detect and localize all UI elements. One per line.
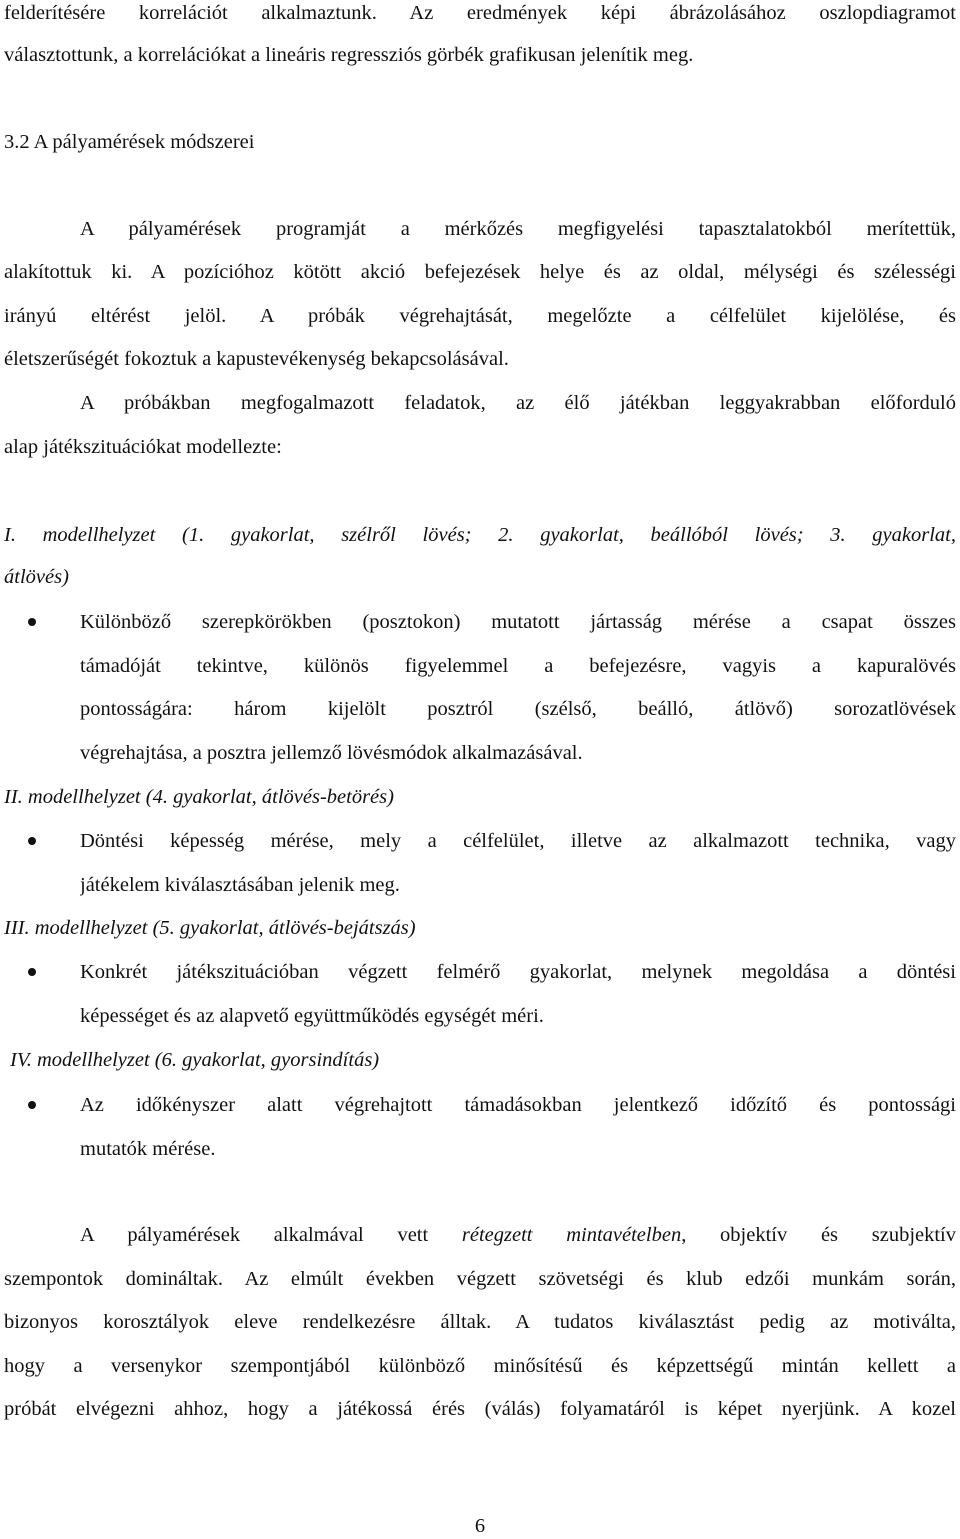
para3-line-1-emphasis: rétegzett mintavételben [461,1224,682,1246]
model3-heading: III. modellhelyzet (5. gyakorlat, átlövés-bejátszás) [4,917,416,939]
para3-line-3: bizonyos korosztályok eleve rendelkezésre álltak. A tudatos kiválasztást pedig az motiválta, [4,1311,956,1333]
para3-line-4: hogy a versenykor szempontjából különböző minősítésű és képzettségű mintán kellett a [4,1355,956,1377]
model2-bullet-line-1: Döntési képesség mérése, mely a célfelület, illetve az alkalmazott technika, vagy [80,830,956,852]
para2-line-1: A próbákban megfogalmazott feladatok, az élő játékban leggyakrabban előforduló [80,392,956,414]
model4-heading: IV. modellhelyzet (6. gyakorlat, gyorsindítás) [10,1049,380,1071]
para1-line-4: életszerűségét fokoztuk a kapustevékenység bekapcsolásával. [4,348,509,370]
para3-line-2: szempontok domináltak. Az elmúlt években végzett szövetségi és klub edzői munkám során, [4,1268,956,1290]
bullet-dot-icon [28,1101,36,1109]
model4-bullet-line-1: Az időkényszer alatt végrehajtott támadásokban jelentkező időzítő és pontossági [80,1094,956,1116]
para1-line-3: irányú eltérést jelöl. A próbák végrehajtását, megelőzte a célfelület kijelölése, és [4,305,956,327]
model1-heading-line-2: átlövés) [4,566,69,588]
model1-bullet-line-3: pontosságára: három kijelölt posztról (szélső, beálló, átlövő) sorozatlövések [80,698,956,720]
intro-line-1: felderítésére korrelációt alkalmaztunk. Az eredmények képi ábrázolásához oszlopdiagramot [4,2,956,24]
para1-line-2: alakítottuk ki. A pozícióhoz kötött akció befejezések helye és az oldal, mélységi és szélességi [4,261,956,283]
model2-bullet-line-2: játékelem kiválasztásában jelenik meg. [80,874,400,896]
page-number: 6 [474,1515,486,1537]
bullet-dot-icon [28,968,36,976]
model1-heading-line-1: I. modellhelyzet (1. gyakorlat, szélről lövés; 2. gyakorlat, beállóból lövés; 3. gyakorlat, [4,524,956,546]
para3-line-1 [80,1222,956,1248]
model1-bullet-line-1: Különböző szerepkörökben (posztokon) mutatott jártasság mérése a csapat összes [80,611,956,633]
model4-bullet-line-2: mutatók mérése. [80,1138,216,1160]
para2-line-2: alap játékszituációkat modellezte: [4,436,282,458]
para3-line-1-part-c: , objektív és szubjektív [681,1224,956,1246]
bullet-dot-icon [28,837,36,845]
para3-line-1-part-a: A pályamérések alkalmával vett [80,1224,462,1246]
model1-bullet-line-2: támadóját tekintve, különös figyelemmel a befejezésre, vagyis a kapuralövés [80,655,956,677]
model1-bullet-line-4: végrehajtása, a posztra jellemző lövésmódok alkalmazásával. [80,742,583,764]
model2-heading: II. modellhelyzet (4. gyakorlat, átlövés-betörés) [4,786,394,808]
section-heading: 3.2 A pályamérések módszerei [4,131,255,153]
model3-bullet-line-2: képességet és az alapvető együttműködés egységét méri. [80,1005,544,1027]
model3-bullet-line-1: Konkrét játékszituációban végzett felmérő gyakorlat, melynek megoldása a döntési [80,961,956,983]
para3-line-5: próbát elvégezni ahhoz, hogy a játékossá érés (válás) folyamatáról is képet nyerjünk. A kozel [4,1398,956,1420]
para1-line-1: A pályamérések programját a mérkőzés megfigyelési tapasztalatokból merítettük, [80,218,956,240]
intro-line-2: választottunk, a korrelációkat a lineáris regressziós görbék grafikusan jelenítik meg. [4,44,694,66]
bullet-dot-icon [28,618,36,626]
